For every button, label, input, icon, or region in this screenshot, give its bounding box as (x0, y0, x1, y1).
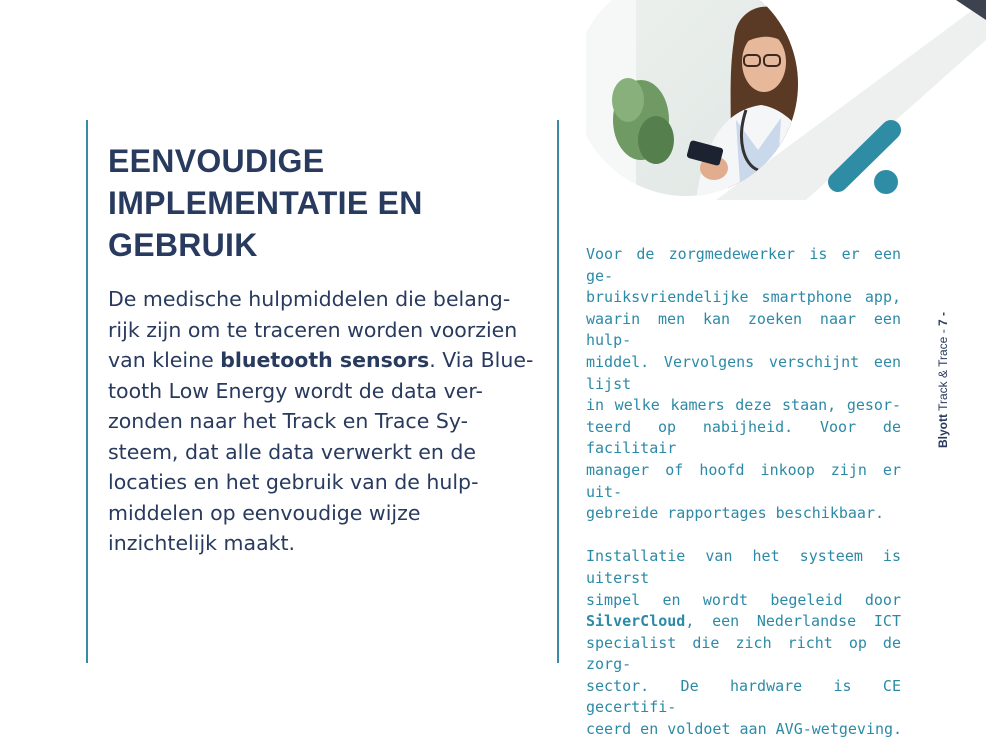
app-paragraph (586, 244, 901, 525)
paragraph-line: manager of hoofd inkoop zijn er uit- (586, 460, 901, 501)
paragraph-line: rijk zijn om te traceren worden voorzien (108, 317, 518, 342)
footer-brand: Blyott (936, 414, 950, 448)
footer-suffix: - (936, 311, 950, 320)
paragraph-line: waarin men kan zoeken naar een hulp- (586, 309, 901, 350)
footer-text: Track & Trace - (936, 325, 950, 414)
paragraph-line: Installatie van het systeem is uiterst (586, 547, 901, 587)
silvercloud-emphasis: SilverCloud (586, 612, 686, 631)
page-number: 7 (936, 319, 950, 326)
paragraph-line: middel. Vervolgens verschijnt een lijst (586, 352, 901, 393)
paragraph-line (108, 345, 538, 376)
doctor-with-phone-photo (586, 0, 986, 200)
paragraph-line: ceerd en voldoet aan AVG-wetgeving. (586, 720, 903, 739)
paragraph-line: gebreide rapportages beschikbaar. (586, 504, 885, 523)
line-text: van kleine (108, 348, 221, 372)
paragraph-line: bruiksvriendelijke smartphone app, (586, 288, 901, 307)
logo-dot-shape (874, 170, 898, 194)
paragraph-line: steem, dat alle data verwerkt en de (108, 439, 476, 464)
paragraph-line: zonden naar het Track en Trace Sy- (108, 409, 469, 433)
paragraph-line: specialist die zich richt op de zorg- (586, 633, 901, 674)
paragraph-gap (586, 525, 901, 547)
paragraph-line: tooth Low Energy wordt de data ver- (108, 378, 483, 403)
paragraph-line: teerd op nabijheid. Voor de facilitair (586, 417, 901, 458)
paragraph-line: locaties en het gebruik van de hulp- (108, 470, 479, 494)
details-column (586, 244, 901, 741)
paragraph-line: Voor de zorgmedewerker is er een ge- (586, 245, 901, 285)
heading-line: GEBRUIK (108, 227, 258, 263)
intro-paragraph (108, 284, 538, 559)
paragraph-line: inzichtelijk maakt. (108, 531, 296, 555)
section-heading (108, 140, 548, 266)
paragraph-line: in welke kamers deze staan, gesor- (586, 396, 901, 415)
page-footer (936, 312, 950, 448)
paragraph-line: middelen op eenvoudige wijze (108, 500, 421, 525)
paragraph-line: sector. De hardware is CE gecertifi- (586, 676, 901, 717)
installation-paragraph (586, 546, 901, 740)
left-divider-line (86, 120, 88, 663)
heading-line: EENVOUDIGE (108, 143, 325, 179)
line-text: , een Nederlandse ICT (685, 612, 901, 631)
header-photo-graphic (586, 0, 986, 200)
bluetooth-sensors-emphasis: bluetooth sensors (220, 348, 430, 372)
paragraph-line (586, 611, 901, 633)
paragraph-line: simpel en wordt begeleid door (586, 590, 901, 609)
center-divider-line (557, 120, 559, 663)
paragraph-line: De medische hulpmiddelen die belang- (108, 287, 511, 311)
line-text: . Via Blue- (429, 348, 534, 372)
heading-line: IMPLEMENTATIE EN (108, 185, 423, 221)
